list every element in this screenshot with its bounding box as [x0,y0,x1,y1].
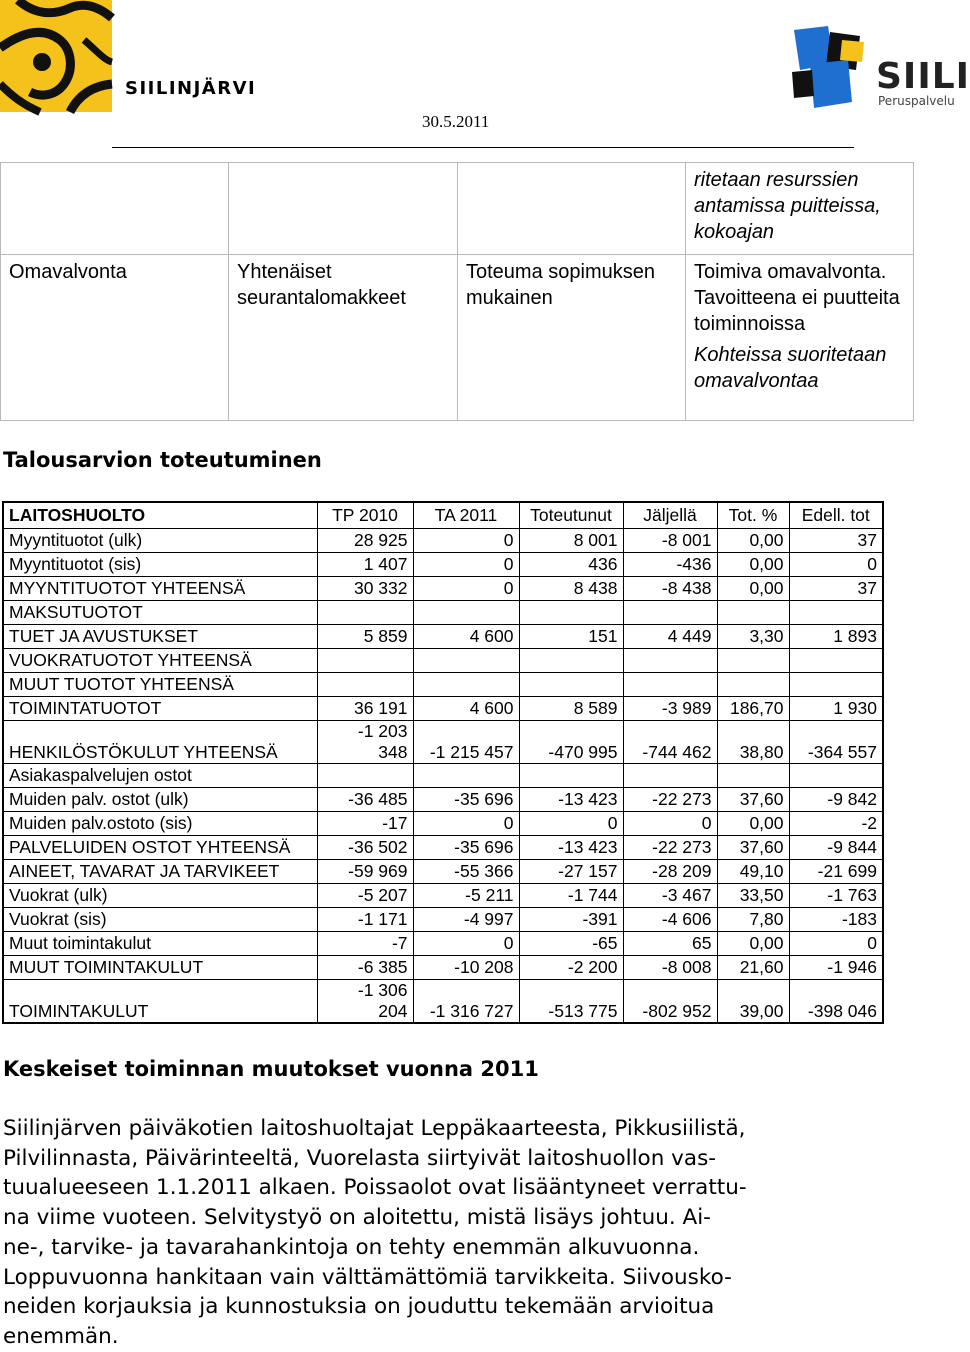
budget-cell: 0 [413,932,519,956]
budget-row-label: TUET JA AVUSTUKSET [3,625,317,649]
budget-cell: -35 696 [413,836,519,860]
budget-cell: 0,00 [717,932,789,956]
budget-cell: -13 423 [519,788,623,812]
budget-row-label: Vuokrat (sis) [3,908,317,932]
budget-cell: 4 600 [413,697,519,721]
budget-cell [519,764,623,788]
budget-cell: -6 385 [317,956,413,980]
budget-cell: -1 763 [789,884,883,908]
section-title-changes: Keskeiset toiminnan muutokset vuonna 2011 [3,1057,539,1081]
paragraph-line: ne-, tarvike- ja tavarahankintoja on tehty enemmän alkuvuonna. [3,1234,700,1260]
budget-cell: 0,00 [717,553,789,577]
budget-cell: 49,10 [717,860,789,884]
budget-cell [317,601,413,625]
budget-cell [413,649,519,673]
budget-cell: 37,60 [717,836,789,860]
budget-header-label: LAITOSHUOLTO [3,502,317,529]
changes-paragraph [3,1114,958,1352]
budget-row [3,788,883,812]
budget-row [3,625,883,649]
budget-header-cell: Jäljellä [623,502,717,529]
budget-cell: -5 207 [317,884,413,908]
budget-cell: -10 208 [413,956,519,980]
budget-cell: -9 844 [789,836,883,860]
budget-cell: 30 332 [317,577,413,601]
budget-row-label: Muut toimintakulut [3,932,317,956]
budget-cell [623,673,717,697]
budget-cell: 28 925 [317,529,413,553]
budget-cell [317,673,413,697]
budget-cell: -744 462 [623,721,717,764]
budget-row-label: MYYNTITUOTOT YHTEENSÄ [3,577,317,601]
budget-cell: -1 215 457 [413,721,519,764]
budget-cell: -391 [519,908,623,932]
budget-cell [519,673,623,697]
budget-cell: -398 046 [789,980,883,1024]
budget-cell: 0 [519,812,623,836]
budget-cell: 8 589 [519,697,623,721]
budget-cell: 36 191 [317,697,413,721]
budget-cell: 7,80 [717,908,789,932]
budget-cell: 4 449 [623,625,717,649]
budget-row-label: Asiakaspalvelujen ostot [3,764,317,788]
budget-cell: -8 008 [623,956,717,980]
budget-cell [317,649,413,673]
budget-cell: -3 989 [623,697,717,721]
budget-cell [717,601,789,625]
budget-cell: 151 [519,625,623,649]
budget-cell: 436 [519,553,623,577]
budget-row-label: HENKILÖSTÖKULUT YHTEENSÄ [3,721,317,764]
budget-row [3,721,883,764]
budget-header-cell: Edell. tot [789,502,883,529]
budget-row-label: MAKSUTUOTOT [3,601,317,625]
budget-cell: -8 001 [623,529,717,553]
budget-cell: -364 557 [789,721,883,764]
budget-cell: 0,00 [717,577,789,601]
budget-cell: 21,60 [717,956,789,980]
goals-cell [229,163,458,255]
budget-cell: -9 842 [789,788,883,812]
budget-header-cell: TA 2011 [413,502,519,529]
budget-cell: 37 [789,529,883,553]
siili-logo-text: SIILI [876,56,970,97]
goals-cell-method: Yhtenäiset seurantalomakkeet [229,255,458,421]
budget-cell [623,649,717,673]
budget-row [3,697,883,721]
budget-row [3,764,883,788]
budget-row-label: TOIMINTATUOTOT [3,697,317,721]
budget-cell: 38,80 [717,721,789,764]
budget-row [3,932,883,956]
budget-cell: 186,70 [717,697,789,721]
budget-cell: -2 200 [519,956,623,980]
section-title-budget: Talousarvion toteutuminen [3,448,322,472]
budget-cell: -183 [789,908,883,932]
budget-row-label: PALVELUIDEN OSTOT YHTEENSÄ [3,836,317,860]
budget-row [3,980,883,1024]
budget-header-cell: TP 2010 [317,502,413,529]
budget-cell: -22 273 [623,788,717,812]
paragraph-line: enemmän. [3,1323,119,1349]
paragraph-line: Siilinjärven päiväkotien laitoshuoltajat Leppäkaarteesta, Pikkusiilistä, [3,1116,746,1141]
goals-cell-topic: Omavalvonta [1,255,229,421]
budget-cell: -1 946 [789,956,883,980]
budget-cell [717,673,789,697]
budget-cell-wrapped: -1 203 348 [357,721,408,762]
budget-cell [789,601,883,625]
budget-header-cell: Toteutunut [519,502,623,529]
budget-cell [623,601,717,625]
budget-cell: -513 775 [519,980,623,1024]
goals-table [0,162,914,421]
budget-row [3,860,883,884]
budget-cell: 37 [789,577,883,601]
budget-cell: -36 502 [317,836,413,860]
budget-cell: 37,60 [717,788,789,812]
paragraph-line: neiden korjauksia ja kunnostuksia on jouduttu tekemään arvioitua [3,1294,715,1320]
budget-table [2,501,884,1024]
budget-cell: 33,50 [717,884,789,908]
budget-row [3,553,883,577]
siili-logo-subtext: Peruspalvelu [878,94,955,108]
budget-cell: -55 366 [413,860,519,884]
budget-cell: -4 997 [413,908,519,932]
budget-cell [519,601,623,625]
budget-cell: 65 [623,932,717,956]
budget-cell: -35 696 [413,788,519,812]
budget-cell [317,721,413,764]
budget-row-label: Myyntituotot (sis) [3,553,317,577]
paragraph-line: na viime vuoteen. Selvitystyö on aloitettu, mistä lisäys johtuu. Ai- [3,1205,711,1231]
siilinjarvi-logo-emblem [0,0,112,112]
budget-cell [317,764,413,788]
goals-row [1,163,914,255]
budget-cell: -17 [317,812,413,836]
budget-cell [413,601,519,625]
budget-cell: -470 995 [519,721,623,764]
budget-cell: 0 [789,932,883,956]
goals-cell: ritetaan resurssien antamissa puitteissa, kokoajan [686,163,914,255]
budget-row-label: Muiden palv.ostoto (sis) [3,812,317,836]
budget-cell [413,764,519,788]
budget-cell: 1 407 [317,553,413,577]
budget-cell [413,673,519,697]
budget-cell: -4 606 [623,908,717,932]
budget-row-label: Myyntituotot (ulk) [3,529,317,553]
paragraph-line: tuualueeseen 1.1.2011 alkaen. Poissaolot ovat lisääntyneet verrattu- [3,1175,747,1201]
budget-cell: -7 [317,932,413,956]
budget-cell: -1 316 727 [413,980,519,1024]
budget-cell: -65 [519,932,623,956]
budget-cell: 0 [413,812,519,836]
budget-cell: 1 930 [789,697,883,721]
budget-cell: 0 [413,529,519,553]
budget-header-row [3,502,883,529]
budget-cell: 8 001 [519,529,623,553]
budget-cell: -3 467 [623,884,717,908]
budget-cell: 0,00 [717,812,789,836]
budget-cell [623,764,717,788]
budget-row-label: Vuokrat (ulk) [3,884,317,908]
budget-row-label: Muiden palv. ostot (ulk) [3,788,317,812]
budget-cell: 5 859 [317,625,413,649]
budget-row-label: VUOKRATUOTOT YHTEENSÄ [3,649,317,673]
budget-row-label: TOIMINTAKULUT [3,980,317,1024]
budget-cell-wrapped: -1 306 204 [357,980,408,1021]
budget-row [3,529,883,553]
budget-row [3,956,883,980]
budget-row-label: MUUT TUOTOT YHTEENSÄ [3,673,317,697]
budget-cell: -21 699 [789,860,883,884]
budget-row-label: AINEET, TAVARAT JA TARVIKEET [3,860,317,884]
budget-cell: -59 969 [317,860,413,884]
budget-cell: 39,00 [717,980,789,1024]
goals-cell-result [686,255,914,421]
budget-cell [789,649,883,673]
budget-cell: 0 [413,553,519,577]
budget-cell: -2 [789,812,883,836]
budget-cell: -28 209 [623,860,717,884]
budget-row [3,812,883,836]
budget-cell [317,980,413,1024]
budget-cell: -36 485 [317,788,413,812]
budget-cell: -802 952 [623,980,717,1024]
goals-result-text: Toimiva omavalvonta. Tavoitteena ei puutteita toiminnoissa [694,261,900,335]
budget-cell: -22 273 [623,836,717,860]
budget-cell: 0 [413,577,519,601]
budget-cell: -1 171 [317,908,413,932]
goals-row [1,255,914,421]
budget-cell [717,764,789,788]
budget-row [3,577,883,601]
budget-cell: -5 211 [413,884,519,908]
paragraph-line: Pilvilinnasta, Päivärinteeltä, Vuorelasta siirtyivät laitoshuollon vas- [3,1145,717,1171]
budget-cell: 3,30 [717,625,789,649]
budget-cell: -27 157 [519,860,623,884]
budget-row-label: MUUT TOIMINTAKULUT [3,956,317,980]
brand-name: SIILINJÄRVI [125,78,257,99]
header-date: 30.5.2011 [422,112,490,131]
goals-cell-target: Toteuma sopimuksen mukainen [458,255,686,421]
goals-cell [1,163,229,255]
budget-row [3,884,883,908]
goals-result-note: Kohteissa suoritetaan omavalvontaa [694,344,887,392]
budget-row [3,601,883,625]
budget-row [3,649,883,673]
budget-row [3,908,883,932]
budget-cell: -8 438 [623,577,717,601]
budget-cell: -1 744 [519,884,623,908]
budget-cell: -13 423 [519,836,623,860]
budget-cell: 0 [789,553,883,577]
budget-row [3,836,883,860]
header-divider [112,147,854,148]
budget-cell: 8 438 [519,577,623,601]
budget-header-cell: Tot. % [717,502,789,529]
budget-row [3,673,883,697]
budget-cell: -436 [623,553,717,577]
budget-cell [789,673,883,697]
budget-cell [789,764,883,788]
budget-cell [519,649,623,673]
budget-cell: 1 893 [789,625,883,649]
budget-cell: 4 600 [413,625,519,649]
budget-cell: 0,00 [717,529,789,553]
goals-cell [458,163,686,255]
budget-cell [717,649,789,673]
paragraph-line: Loppuvuonna hankitaan vain välttämättömiä tarvikkeita. Siivousko- [3,1264,732,1290]
budget-cell: 0 [623,812,717,836]
